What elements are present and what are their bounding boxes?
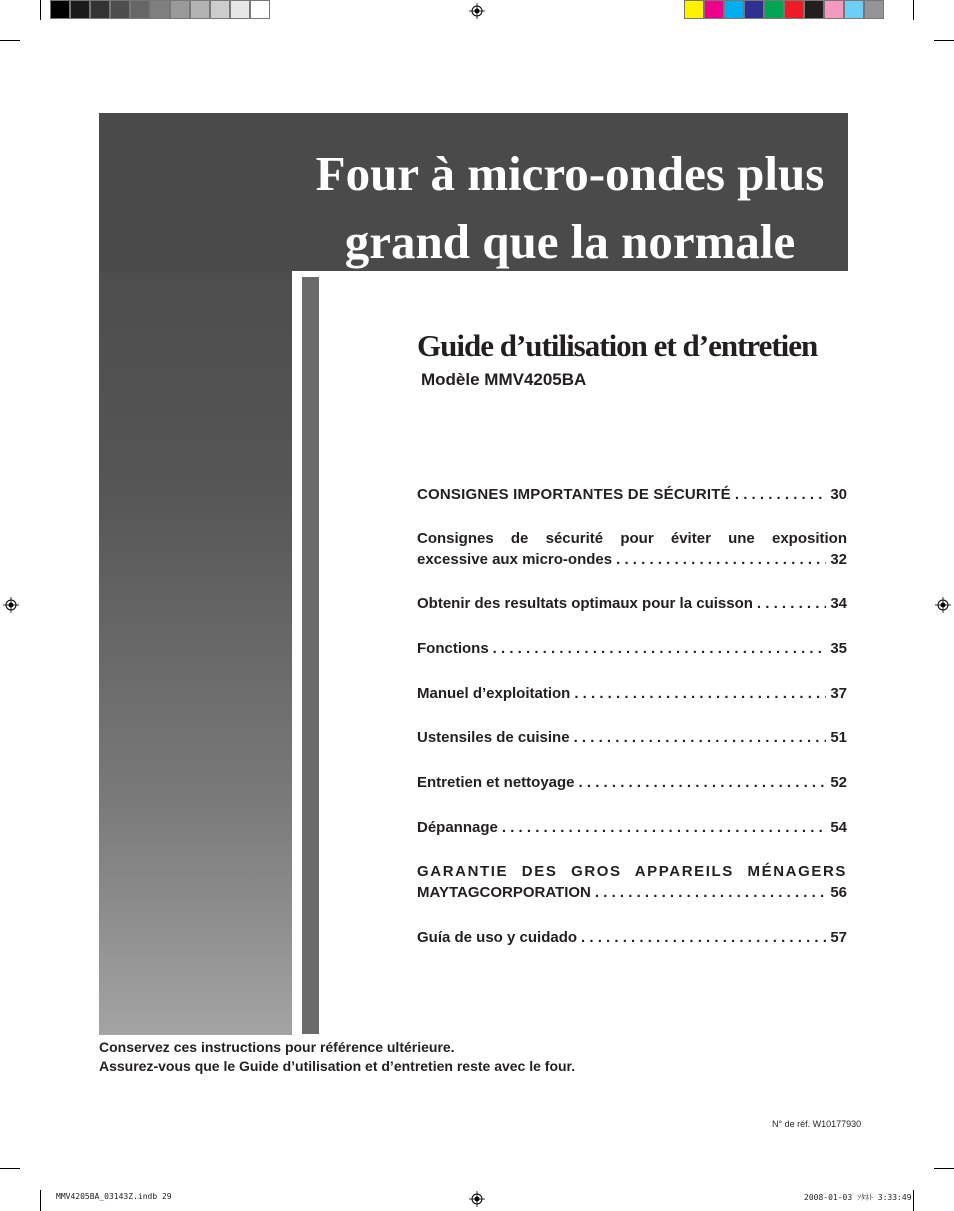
toc-page-number: 57 <box>830 929 847 946</box>
toc-item-operation[interactable] <box>417 683 847 704</box>
document-title <box>292 140 848 276</box>
color-swatch <box>170 0 190 19</box>
color-swatch <box>764 0 784 19</box>
crop-mark <box>934 1168 954 1169</box>
grayscale-color-bar <box>50 0 270 21</box>
color-swatch <box>684 0 704 19</box>
toc-item-label: Guía de uso y cuidado <box>417 929 578 946</box>
crop-mark <box>0 40 20 41</box>
color-swatch <box>784 0 804 19</box>
toc-item-label: Fonctions <box>417 640 489 657</box>
toc-item-label: excessive aux micro-ondes <box>417 551 613 568</box>
slug-timestamp: 2008-01-03 ｿﾀﾈﾄ 3:33:49 <box>804 1193 912 1202</box>
toc-item-care[interactable] <box>417 772 847 793</box>
registration-mark-icon <box>469 3 485 19</box>
color-swatch <box>724 0 744 19</box>
toc-page-number: 51 <box>830 729 847 746</box>
crop-mark <box>934 40 954 41</box>
toc-item-cooking-results[interactable] <box>417 593 847 614</box>
guide-subtitle: Guide d’utilisation et d’entretien <box>417 328 818 363</box>
color-swatch <box>50 0 70 19</box>
color-swatch <box>744 0 764 19</box>
toc-item-troubleshooting[interactable] <box>417 817 847 838</box>
crop-mark <box>0 1168 20 1169</box>
process-color-bar <box>684 0 884 21</box>
slug-file-info: MMV4205BA_03143Z.indb 29 <box>56 1192 172 1201</box>
toc-item-label: GARANTIE DES GROS APPAREILS MÉNAGERS <box>417 863 847 880</box>
color-swatch <box>704 0 724 19</box>
color-swatch <box>150 0 170 19</box>
registration-mark-icon <box>469 1191 485 1207</box>
toc-item-features[interactable] <box>417 638 847 659</box>
toc-page-number: 54 <box>830 819 847 836</box>
toc-item-label: Entretien et nettoyage <box>417 774 575 791</box>
crop-mark <box>913 0 914 20</box>
color-swatch <box>210 0 230 19</box>
title-line-1: Four à micro-ondes plus <box>315 146 825 201</box>
toc-page-number: 32 <box>830 551 847 568</box>
color-swatch <box>804 0 824 19</box>
toc-item-label: Obtenir des resultats optimaux pour la cuisson <box>417 595 753 612</box>
toc-page-number: 34 <box>830 595 847 612</box>
registration-mark-icon <box>3 597 19 613</box>
title-line-2: grand que la normale <box>344 214 796 269</box>
toc-item-microwave-exposure[interactable] <box>417 528 847 570</box>
crop-mark <box>913 1190 914 1211</box>
toc-page-number: 35 <box>830 640 847 657</box>
color-swatch <box>90 0 110 19</box>
color-swatch <box>864 0 884 19</box>
color-swatch <box>110 0 130 19</box>
color-swatch <box>230 0 250 19</box>
toc-item-spanish-guide[interactable] <box>417 927 847 948</box>
footer-line-2: Assurez-vous que le Guide d’utilisation et d’entretien reste avec le four. <box>99 1058 576 1074</box>
color-swatch <box>130 0 150 19</box>
toc-item-label: Dépannage <box>417 819 498 836</box>
toc-page-number: 56 <box>830 884 847 901</box>
toc-item-cookware[interactable] <box>417 727 847 748</box>
vertical-stripe <box>302 277 319 1034</box>
reference-number: N° de réf. W10177930 <box>772 1119 862 1129</box>
crop-mark <box>40 1190 41 1211</box>
toc-item-safety[interactable] <box>417 484 847 505</box>
toc-item-label: MAYTAGCORPORATION <box>417 884 591 901</box>
color-swatch <box>190 0 210 19</box>
color-swatch <box>824 0 844 19</box>
toc-page-number: 37 <box>830 685 847 702</box>
color-swatch <box>70 0 90 19</box>
registration-mark-icon <box>935 597 951 613</box>
toc-item-label: Consignes de sécurité pour éviter une exposition <box>417 530 847 547</box>
crop-mark <box>40 0 41 20</box>
footer-line-1: Conservez ces instructions pour référence ultérieure. <box>99 1039 455 1055</box>
model-number: Modèle MMV4205BA <box>421 370 587 389</box>
toc-item-label: CONSIGNES IMPORTANTES DE SÉCURITÉ <box>417 486 731 503</box>
toc-item-label: Manuel d’exploitation <box>417 685 571 702</box>
toc-page-number: 52 <box>830 774 847 791</box>
footer-instructions <box>99 1038 575 1076</box>
toc-item-warranty[interactable] <box>417 861 847 903</box>
color-swatch <box>844 0 864 19</box>
toc-page-number: 30 <box>830 486 847 503</box>
toc-item-label: Ustensiles de cuisine <box>417 729 570 746</box>
color-swatch <box>250 0 270 19</box>
